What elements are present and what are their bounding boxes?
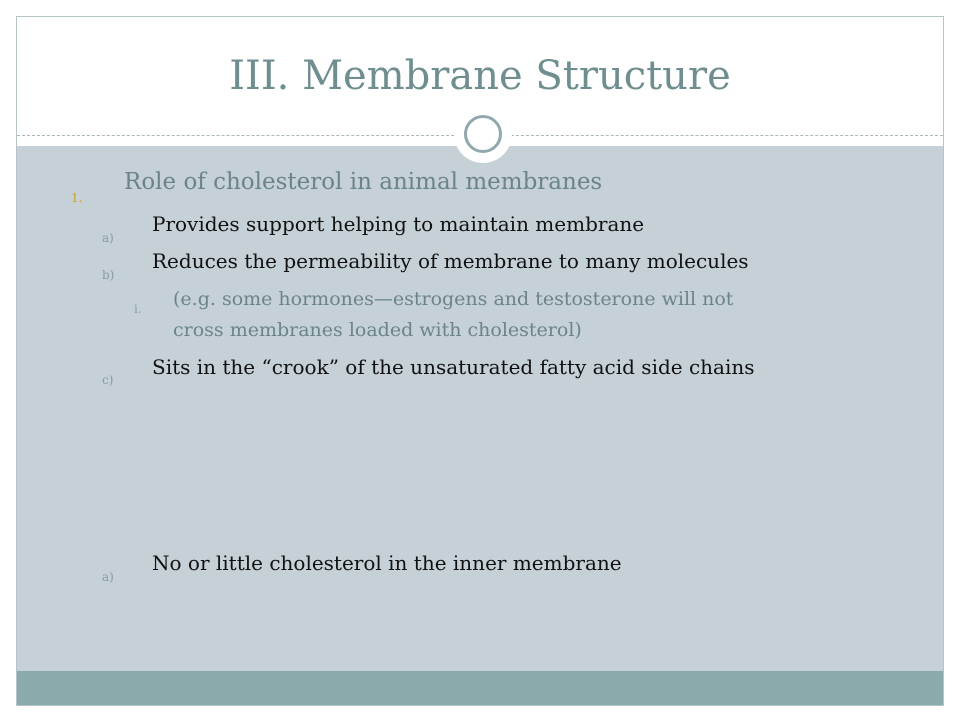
list-marker-a: a) (102, 231, 114, 245)
ring-icon-inner (464, 115, 502, 153)
list-item-provides-support: Provides support helping to maintain membrane (152, 212, 645, 236)
slide (16, 16, 944, 706)
footer-band (17, 671, 943, 705)
list-marker-a-second: a) (102, 570, 114, 584)
ring-icon (454, 105, 512, 163)
list-item-inner-membrane: No or little cholesterol in the inner membrane (152, 551, 622, 575)
list-item-sits-in-crook: Sits in the “crook” of the unsaturated fatty acid side chains (152, 355, 755, 379)
slide-title: III. Membrane Structure (229, 53, 731, 99)
list-marker-1: 1. (71, 191, 83, 205)
list-marker-b: b) (102, 268, 115, 282)
list-item-example-hormones-line2: cross membranes loaded with cholesterol) (173, 319, 582, 341)
list-marker-c: c) (102, 373, 114, 387)
list-item-example-hormones-line1: (e.g. some hormones—estrogens and testosterone will not (173, 288, 734, 310)
list-marker-i: i. (134, 302, 142, 316)
list-item-role-of-cholesterol: Role of cholesterol in animal membranes (124, 169, 603, 195)
content-area (17, 146, 943, 671)
list-item-reduces-permeability: Reduces the permeability of membrane to many molecules (152, 249, 749, 273)
